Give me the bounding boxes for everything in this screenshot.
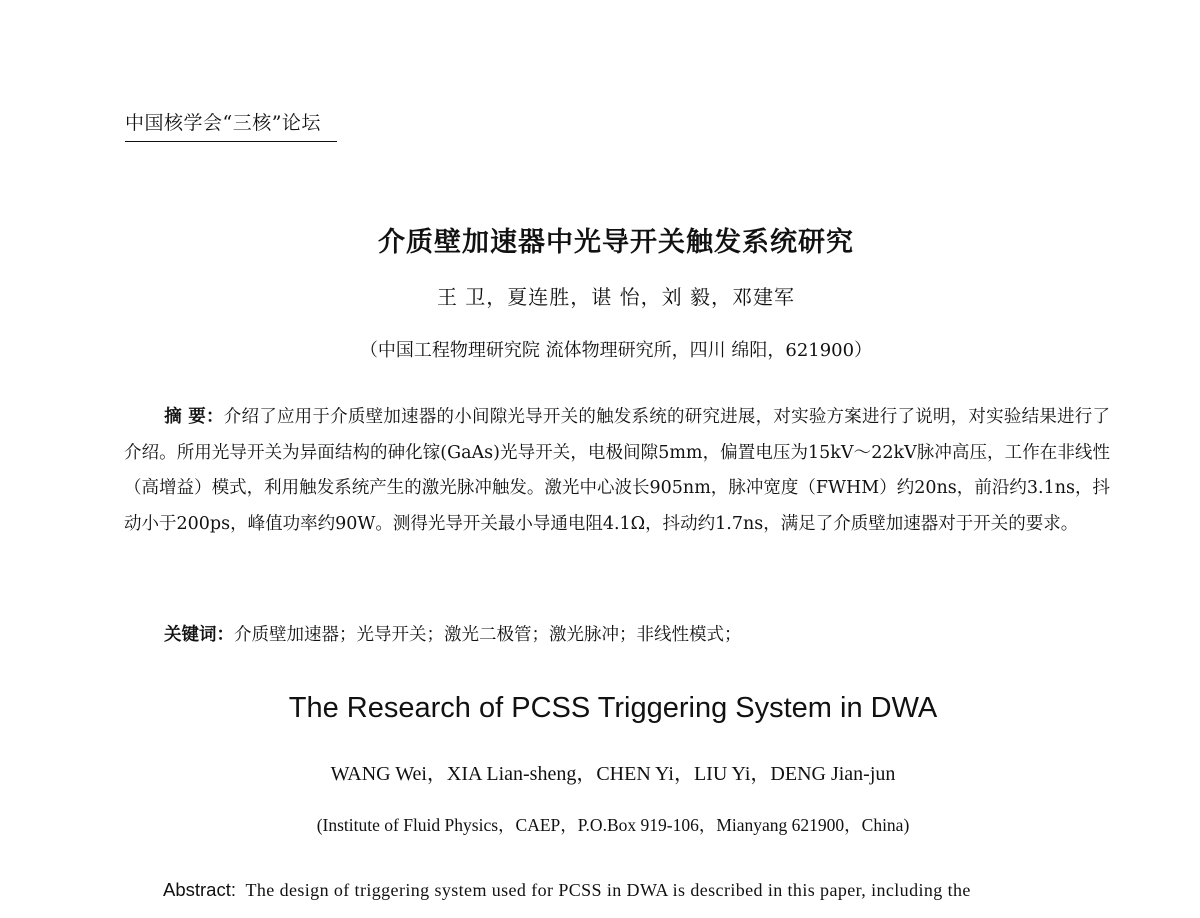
abstract-cn bbox=[124, 400, 1110, 542]
journal-header bbox=[125, 108, 340, 142]
abstract-label-en: Abstract: bbox=[163, 879, 236, 900]
affiliation-en: (Institute of Fluid Physics，CAEP，P.O.Box 919-106，Mianyang 621900，China) bbox=[316, 815, 910, 835]
affiliation-cn: （中国工程物理研究院 流体物理研究所，四川 绵阳，621900） bbox=[359, 340, 873, 361]
journal-label: 中国核学会“三核”论坛 bbox=[125, 112, 321, 134]
authors-cn: 王 卫，夏连胜，谌 怡，刘 毅，邓建军 bbox=[436, 285, 796, 309]
paper-title-en: The Research of PCSS Triggering System in DWA bbox=[288, 692, 938, 724]
authors-en: WANG Wei，XIA Lian-sheng，CHEN Yi，LIU Yi，DENG Jian-jun bbox=[330, 763, 896, 785]
abstract-text-en: The design of triggering system used for PCSS in DWA is described in this paper, including the bbox=[245, 880, 971, 900]
abstract-text-cn: 介绍了应用于介质壁加速器的小间隙光导开关的触发系统的研究进展，对实验方案进行了说明，对实验结果进行了介绍。所用光导开关为异面结构的砷化镓(GaAs)光导开关，电极间隙5mm，偏置电压为15kV～22kV脉冲高压，工作在非线性（高增益）模式，利用触发系统产生的激光脉冲触发。激光中心波长905nm，脉冲宽度（FWHM）约20ns，前沿约3.1ns，抖动小于200ps，峰值功率约90W。测得光导开关最小导通电阻4.1Ω，抖动约1.7ns，满足了介质壁加速器对于开关的要求。 bbox=[124, 407, 1111, 534]
header-underline bbox=[125, 141, 337, 142]
abstract-en bbox=[163, 879, 1107, 901]
keywords-cn bbox=[164, 620, 1104, 650]
keywords-text-cn: 介质壁加速器；光导开关；激光二极管；激光脉冲；非线性模式； bbox=[234, 625, 742, 645]
paper-title-cn: 介质壁加速器中光导开关触发系统研究 bbox=[378, 227, 854, 258]
abstract-label-cn: 摘 要： bbox=[164, 407, 224, 427]
keywords-label-cn: 关键词： bbox=[164, 625, 234, 645]
